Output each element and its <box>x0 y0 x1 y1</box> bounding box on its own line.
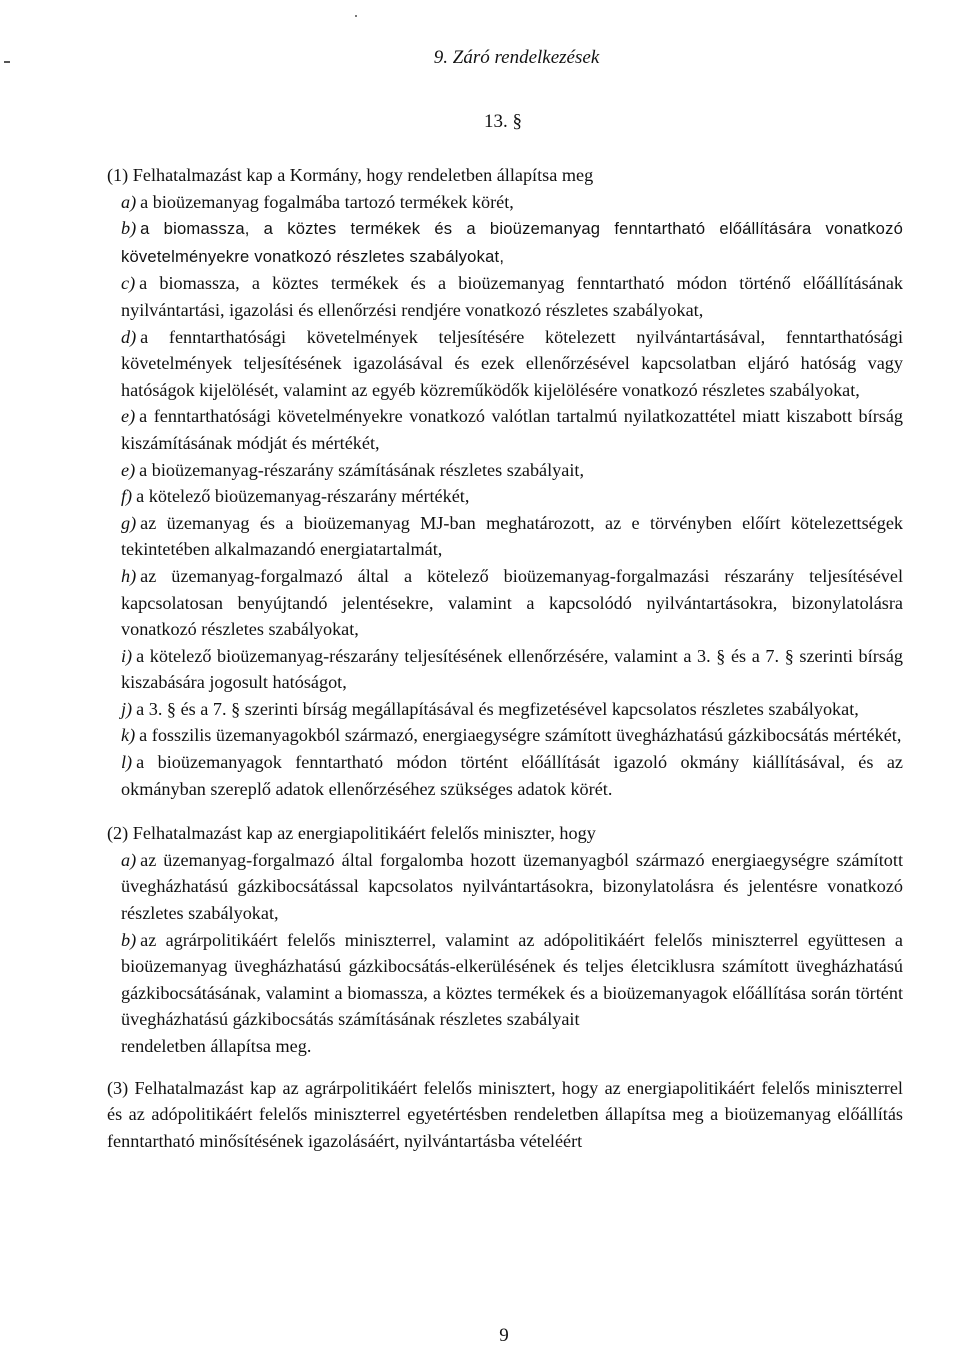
item-label: a) <box>121 191 137 212</box>
item-text: a fenntarthatósági követelményekre vonatkozó valótlan tartalmú nyilatkozattétel miatt kiszabott bírság kiszámításának módját és mértékét, <box>121 406 903 453</box>
page-number: 9 <box>499 1325 509 1346</box>
paragraph-2-closing: rendeletben állapítsa meg. <box>121 1036 312 1056</box>
item-label: d) <box>121 326 137 347</box>
item-label: e) <box>121 459 136 480</box>
paragraph-1-intro: (1) Felhatalmazást kap a Kormány, hogy rendeletben állapítsa meg <box>107 165 594 185</box>
item-text: a biomassza, a köztes termékek és a bioüzemanyag fenntartható előállítására vonatkozó követelményekre vonatkozó részletes szabályokat, <box>121 219 903 266</box>
item-label: b) <box>121 218 137 239</box>
item-label: a) <box>121 849 137 870</box>
scan-speck <box>355 15 357 17</box>
item-text: az agrárpolitikáért felelős miniszterrel, valamint az adópolitikáért felelős miniszterrel együttesen a bioüzemanyag üvegházhatású gázkibocsátás-elkerülésének és teljes életciklusra számított üvegházhatású gázkibocsátásának, valamint a biomassza, a köztes termékek és a bioüzemanyagok előállítása során történt üvegházhatású gázkibocsátás számításának részletes szabályait <box>121 929 903 1030</box>
item-text: az üzemanyag és a bioüzemanyag MJ-ban meghatározott, az e törvényben előírt kötelezettségek tekintetében alkalmazandó energiatartalmát, <box>121 512 903 560</box>
list-item-a <box>107 189 903 216</box>
list-item-e2 <box>107 457 903 484</box>
list-item-i <box>107 643 903 696</box>
item-label: e) <box>121 406 136 427</box>
item-label: k) <box>121 725 136 746</box>
item-label: g) <box>121 512 137 533</box>
paragraph-3: (3) Felhatalmazást kap az agrárpolitikáért felelős minisztert, hogy az energiapolitikáért felelős miniszterrel és az adópolitikáért felelős miniszterrel egyetértésben rendeletben állapítsa meg a bioüzemanyag előállítás fenntartható minősítésének igazolásáért, nyilvántartásba vételéért <box>107 1077 903 1151</box>
item-text: a fosszilis üzemanyagokból származó, energiaegységre számított üvegházhatású gázkibocsátás mértékét, <box>139 725 902 746</box>
list-item-b <box>107 215 903 270</box>
list-item-g <box>107 510 903 563</box>
list-item-c <box>107 270 903 323</box>
paragraph-2-intro: (2) Felhatalmazást kap az energiapolitikáért felelős miniszter, hogy <box>107 823 596 844</box>
item-text: a 3. § és a 7. § szerinti bírság megállapításával és megfizetésével kapcsolatos részletes szabályokat, <box>136 698 859 719</box>
list-item-d <box>107 324 903 404</box>
list-item-2a <box>107 847 903 927</box>
item-label: i) <box>121 645 133 666</box>
list-item-l <box>107 749 903 802</box>
item-label: h) <box>121 565 137 586</box>
list-item-k <box>107 722 903 749</box>
item-text: a bioüzemanyag-részarány számításának részletes szabályait, <box>139 459 585 480</box>
item-text: az üzemanyag-forgalmazó által a kötelező bioüzemanyag-forgalmazási részarány teljesítésével kapcsolatosan benyújtandó jelentésekre, valamint a kapcsolódó nyilvántartásokra, bizonylatolásra vonatkozó részletes szabályokat, <box>121 565 903 640</box>
list-item-j <box>107 696 903 723</box>
section-title: 9. Záró rendelkezések <box>433 47 600 68</box>
list-item-h <box>107 563 903 643</box>
item-text: a biomassza, a köztes termékek és a bioüzemanyag fenntartható módon történő előállításának nyilvántartási, igazolási és ellenőrzési rendjére vonatkozó részletes szabályokat, <box>121 273 903 320</box>
item-label: j) <box>121 698 133 719</box>
list-item-2b <box>107 927 903 1033</box>
item-text: az üzemanyag-forgalmazó által forgalomba hozott üzemanyagból származó energiaegységre számított üvegházhatású gázkibocsátással kapcsolatos nyilvántartásokra, bizonylatolásra és jelentésre vonatkozó részletes szabályokat, <box>121 849 903 924</box>
item-text: a kötelező bioüzemanyag-részarány teljesítésének ellenőrzésére, valamint a 3. § és a 7. § szerinti bírság kiszabására jogosult hatóságot, <box>121 645 903 693</box>
item-text: a kötelező bioüzemanyag-részarány mértékét, <box>136 486 470 507</box>
item-text: a fenntarthatósági követelmények teljesítésére kötelezett nyilvántartásával, fenntarthatósági követelmények teljesítésének igazolásával és ezek ellenőrzésével kapcsolatban eljáró hatóság vagy hatóságok kijelölését, valamint az egyéb közreműködők kijelölésére vonatkozó részletes szabályokat, <box>121 326 903 400</box>
list-item-e <box>107 403 903 456</box>
item-label: l) <box>121 752 133 773</box>
body-text <box>107 162 903 1154</box>
item-text: a bioüzemanyag fogalmába tartozó termékek körét, <box>140 191 514 212</box>
item-text: a bioüzemanyagok fenntartható módon történt előállítását igazoló okmány kiállításával, és az okmányban szereplő adatok ellenőrzéséhez szükséges adatok körét. <box>121 752 903 799</box>
item-label: c) <box>121 273 136 294</box>
item-label: b) <box>121 929 137 950</box>
paragraph-number: 13. § <box>484 111 522 132</box>
item-label: f) <box>121 486 133 507</box>
list-item-f <box>107 483 903 510</box>
